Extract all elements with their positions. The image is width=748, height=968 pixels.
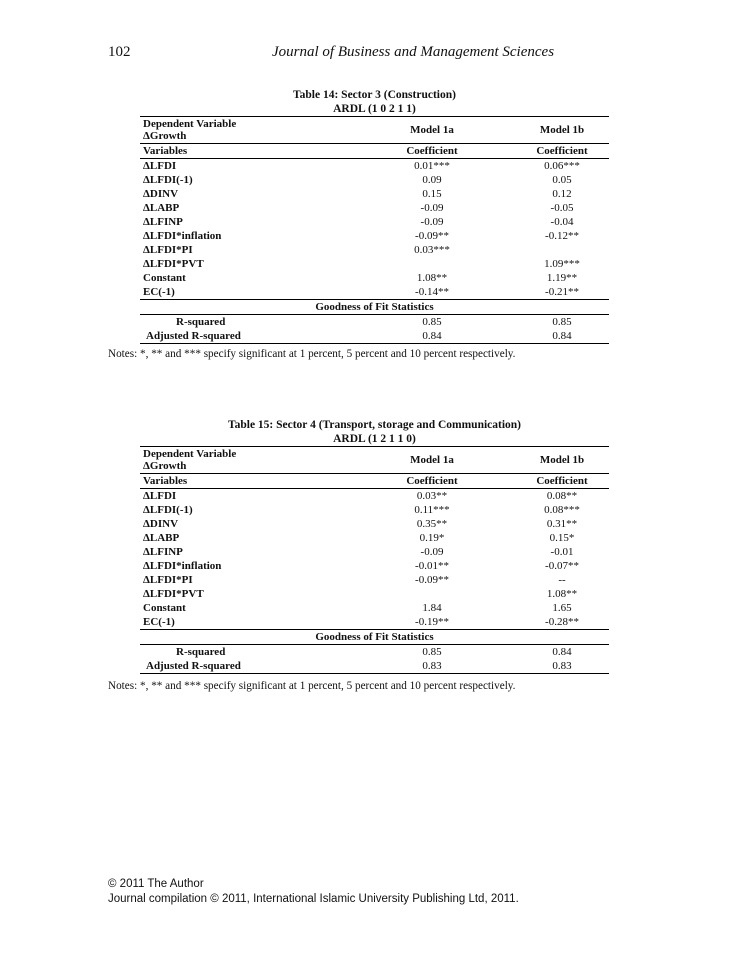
dep-label-line1: Dependent Variable [143, 448, 237, 460]
coefficient-a: 0.11*** [414, 504, 450, 516]
table-row [140, 545, 609, 559]
coefficient-b: 1.65 [552, 602, 572, 614]
table-notes: Notes: *, ** and *** specify significant at 1 percent, 5 percent and 10 percent respectively. [108, 348, 516, 360]
stat-row [140, 645, 609, 660]
variable-name: ΔLFDI*PVT [143, 588, 204, 600]
coefficient-a: -0.01** [415, 560, 449, 572]
stat-row [140, 659, 609, 674]
coefficient-b: 0.05 [552, 174, 572, 186]
variable-name: ΔLFINP [143, 546, 183, 558]
stat-value-a: 0.85 [422, 316, 442, 328]
table-row [140, 271, 609, 285]
stat-name: Adjusted R-squared [140, 329, 349, 344]
coefficient-a: 0.09 [422, 174, 442, 186]
coefficient-a: -0.09 [420, 546, 444, 558]
coefficient-b: -- [558, 574, 566, 586]
page-number: 102 [108, 44, 131, 60]
stat-row [140, 315, 609, 330]
coefficient-a [349, 257, 515, 271]
stat-value-a: 0.84 [349, 329, 515, 344]
coefficient-b: 0.12 [552, 188, 572, 200]
regression-table [140, 446, 609, 674]
variable-name: ΔDINV [143, 188, 179, 200]
stat-value-b: 0.84 [515, 329, 609, 344]
variable-name: ΔLFDI [140, 159, 349, 174]
table-subcaption: ARDL (1 0 2 1 1) [333, 103, 416, 115]
table-row [140, 187, 609, 201]
variable-name: ΔDINV [143, 518, 179, 530]
goodness-of-fit-heading: Goodness of Fit Statistics [140, 300, 609, 315]
coefficient-b: -0.04 [550, 216, 574, 228]
dep-label-line2: ΔGrowth [143, 460, 187, 472]
table-row [140, 201, 609, 215]
copyright-line: © 2011 The Author [108, 878, 204, 890]
coefficient-a: 0.35** [416, 518, 448, 530]
dep-label-line2: ΔGrowth [143, 130, 187, 142]
coefficient-b: -0.12** [545, 230, 579, 242]
table-row [140, 615, 609, 630]
coefficient-b: 1.09*** [544, 258, 580, 270]
coefficient-b: -0.05 [550, 202, 574, 214]
coefficient-a: -0.09** [415, 230, 449, 242]
column-header-row [140, 474, 609, 489]
variable-name: ΔLFDI [140, 489, 349, 504]
goodness-of-fit-heading: Goodness of Fit Statistics [140, 630, 609, 645]
coefficient-a-header: Coefficient [349, 144, 515, 159]
stat-row [140, 329, 609, 344]
table-caption: Table 15: Sector 4 (Transport, storage and Communication) [227, 419, 522, 431]
coefficient-a: 0.03*** [414, 244, 450, 256]
coefficient-b: 0.15* [549, 532, 575, 544]
coefficient-a: -0.19** [415, 616, 449, 628]
coefficient-b: 0.31** [546, 518, 578, 530]
model-b-header: Model 1b [515, 447, 609, 474]
stat-value-b: 0.85 [552, 316, 572, 328]
section-row [140, 630, 609, 645]
coefficient-a: 0.19* [419, 532, 445, 544]
table-row [140, 503, 609, 517]
coefficient-b: 1.19** [546, 272, 578, 284]
table-row [140, 489, 609, 504]
variable-name: Constant [143, 272, 186, 284]
table-row [140, 559, 609, 573]
coefficient-b: 0.06*** [515, 159, 609, 174]
table-row [140, 531, 609, 545]
model-a-header: Model 1a [349, 117, 515, 144]
variable-name: ΔLFDI*inflation [143, 230, 222, 242]
variable-name: ΔLABP [143, 532, 180, 544]
variable-name: ΔLFDI*PI [143, 574, 193, 586]
coefficient-a: -0.09** [415, 574, 449, 586]
coefficient-a: 0.15 [422, 188, 442, 200]
table-notes: Notes: *, ** and *** specify significant at 1 percent, 5 percent and 10 percent respectively. [108, 680, 516, 692]
variable-name: EC(-1) [143, 616, 175, 628]
dependent-variable-label [140, 447, 349, 474]
stat-value-b: 0.83 [515, 659, 609, 674]
table-caption: Table 14: Sector 3 (Construction) [293, 89, 456, 101]
coefficient-b-header: Coefficient [515, 144, 609, 159]
variable-name: ΔLFDI(-1) [143, 504, 193, 516]
stat-name: R-squared [176, 646, 226, 658]
section-row [140, 300, 609, 315]
table-row [140, 257, 609, 271]
coefficient-a: -0.14** [415, 286, 449, 298]
coefficient-b [515, 243, 609, 257]
regression-table [140, 116, 609, 344]
variable-name: EC(-1) [143, 286, 175, 298]
model-b-header: Model 1b [515, 117, 609, 144]
coefficient-b: -0.21** [545, 286, 579, 298]
table-subcaption: ARDL (1 2 1 1 0) [333, 433, 416, 445]
table-15 [140, 418, 609, 674]
table-row [140, 215, 609, 229]
coefficient-b: -0.28** [545, 616, 579, 628]
table-row [140, 173, 609, 187]
dep-label-line1: Dependent Variable [143, 118, 237, 130]
coefficient-a: 1.08** [416, 272, 448, 284]
coefficient-a [349, 587, 515, 601]
stat-name: Adjusted R-squared [140, 659, 349, 674]
table-row [140, 229, 609, 243]
variable-name: ΔLFDI*PI [143, 244, 193, 256]
variable-name: Constant [143, 602, 186, 614]
variable-name: ΔLFDI*PVT [143, 258, 204, 270]
model-a-header: Model 1a [349, 447, 515, 474]
table-row [140, 285, 609, 300]
variables-header: Variables [140, 474, 349, 489]
table-row [140, 243, 609, 257]
table-row [140, 573, 609, 587]
coefficient-b: 0.08** [515, 489, 609, 504]
table-head-row [140, 117, 609, 144]
journal-compilation-line: Journal compilation © 2011, International Islamic University Publishing Ltd, 2011. [108, 893, 519, 905]
coefficient-a: -0.09 [420, 202, 444, 214]
stat-name: R-squared [176, 316, 226, 328]
coefficient-a-header: Coefficient [349, 474, 515, 489]
coefficient-a: 1.84 [422, 602, 442, 614]
coefficient-b: 0.08*** [544, 504, 580, 516]
table-row [140, 601, 609, 615]
coefficient-a: 0.01*** [349, 159, 515, 174]
table-14 [140, 88, 609, 344]
variable-name: ΔLFDI(-1) [143, 174, 193, 186]
running-header: Journal of Business and Management Sciences [272, 44, 555, 60]
coefficient-b: -0.01 [550, 546, 574, 558]
table-row [140, 159, 609, 174]
dependent-variable-label [140, 117, 349, 144]
coefficient-b: 1.08** [546, 588, 578, 600]
coefficient-a: -0.09 [420, 216, 444, 228]
variables-header: Variables [140, 144, 349, 159]
coefficient-b: -0.07** [545, 560, 579, 572]
stat-value-a: 0.85 [422, 646, 442, 658]
column-header-row [140, 144, 609, 159]
variable-name: ΔLFINP [143, 216, 183, 228]
stat-value-a: 0.83 [349, 659, 515, 674]
table-row [140, 517, 609, 531]
coefficient-a: 0.03** [349, 489, 515, 504]
variable-name: ΔLABP [143, 202, 180, 214]
table-row [140, 587, 609, 601]
variable-name: ΔLFDI*inflation [143, 560, 222, 572]
stat-value-b: 0.84 [552, 646, 572, 658]
coefficient-b-header: Coefficient [515, 474, 609, 489]
table-head-row [140, 447, 609, 474]
